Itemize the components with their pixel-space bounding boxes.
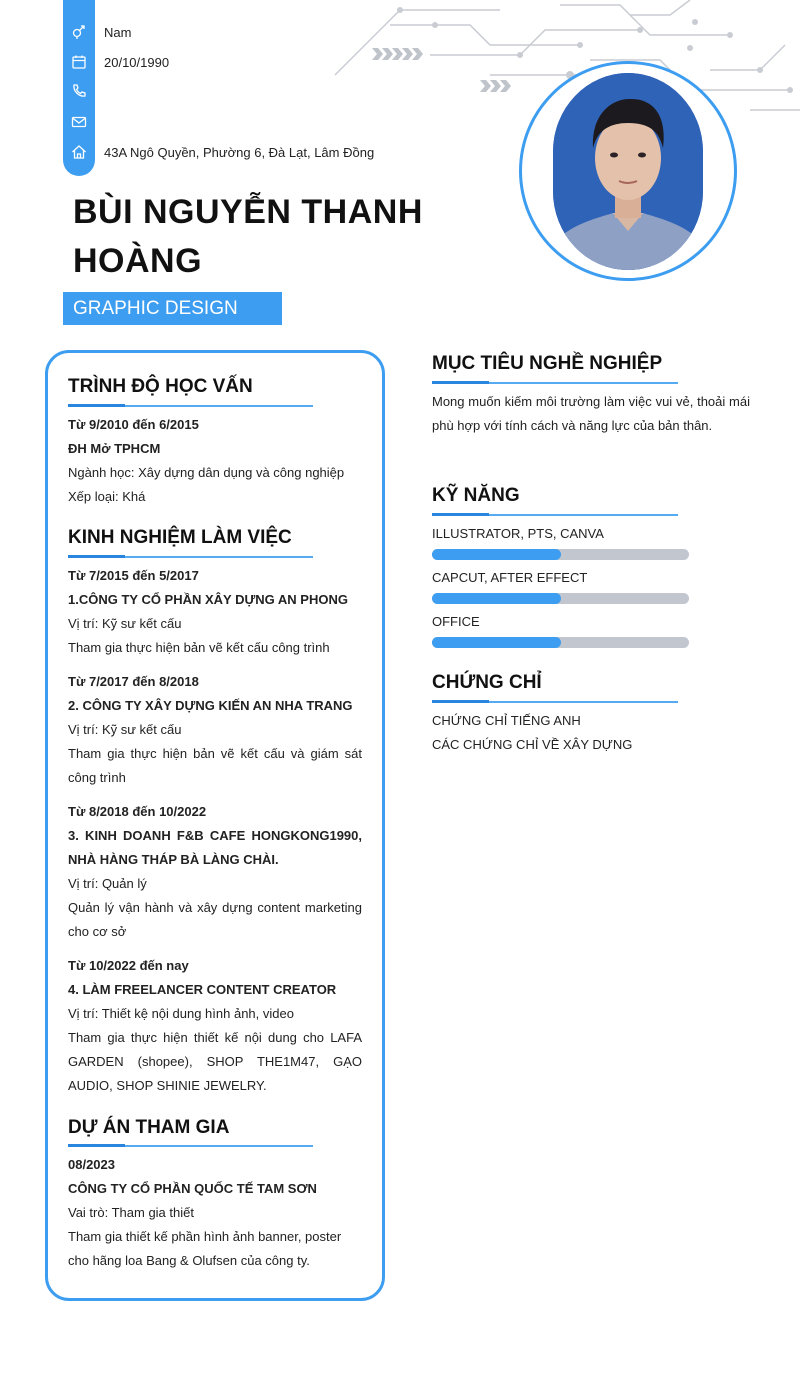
experience-1-period: Từ 7/2015 đến 5/2017 (68, 568, 199, 583)
objective-text: Mong muốn kiếm môi trường làm việc vui vẻ, thoải mái phù hợp với tính cách và năng lực của bản thân. (432, 394, 750, 433)
objective-underline (432, 382, 678, 384)
birthday-text: 20/10/1990 (104, 55, 170, 70)
experience-2-position: Vị trí: Kỹ sư kết cấu (68, 722, 182, 737)
project-company: CÔNG TY CỔ PHẦN QUỐC TẾ TAM SƠN (68, 1181, 317, 1196)
home-icon (71, 144, 87, 160)
experience-2-company: 2. CÔNG TY XÂY DỰNG KIẾN AN NHA TRANG (68, 698, 353, 713)
phone-icon (71, 83, 87, 99)
education-school: ĐH Mở TPHCM (68, 441, 161, 456)
experience-4-period: Từ 10/2022 đến nay (68, 958, 189, 973)
skill-1-label: ILLUSTRATOR, PTS, CANVA (432, 526, 604, 541)
calendar-icon (71, 54, 87, 70)
skills-title: KỸ NĂNG (432, 485, 520, 506)
skill-1-fill (432, 549, 561, 560)
experience-1-description: Tham gia thực hiện bản vẽ kết cấu công trình (68, 640, 330, 655)
project-role: Vai trò: Tham gia thiết (68, 1205, 194, 1220)
education-title: TRÌNH ĐỘ HỌC VẤN (68, 376, 253, 397)
experience-2-period: Từ 7/2017 đến 8/2018 (68, 674, 199, 689)
skill-1-bar (432, 549, 689, 560)
experience-2-description: Tham gia thực hiện bản vẽ kết cấu và giám sát công trình (68, 746, 362, 785)
education-major: Ngành học: Xây dựng dân dụng và công nghiệp (68, 465, 345, 480)
experience-3-period: Từ 8/2018 đến 10/2022 (68, 804, 207, 819)
skill-2-label: CAPCUT, AFTER EFFECT (432, 570, 588, 585)
projects-title: DỰ ÁN THAM GIA (68, 1117, 230, 1138)
project-description: Tham gia thiết kế phần hình ảnh banner, poster cho hãng loa Bang & Olufsen của công ty. (68, 1229, 342, 1268)
address-text: 43A Ngô Quyền, Phường 6, Đà Lạt, Lâm Đồng (104, 145, 375, 160)
project-period: 08/2023 (68, 1157, 115, 1172)
certificate-1: CHỨNG CHỈ TIẾNG ANH (432, 713, 581, 728)
skills-underline (432, 514, 678, 516)
skill-3-label: OFFICE (432, 614, 480, 629)
experience-3-company: 3. KINH DOANH F&B CAFE HONGKONG1990, NHÀ HÀNG THÁP BÀ LÀNG CHÀI. (68, 828, 362, 867)
experience-underline (68, 556, 313, 558)
experience-3-position: Vị trí: Quản lý (68, 876, 147, 891)
avatar (553, 73, 703, 270)
education-underline (68, 405, 313, 407)
certificate-2: CÁC CHỨNG CHỈ VỀ XÂY DỰNG (432, 737, 633, 752)
experience-3-description: Quản lý vận hành và xây dựng content marketing cho cơ sở (68, 900, 362, 939)
gender-icon (71, 23, 87, 39)
experience-1-company: 1.CÔNG TY CỔ PHẦN XÂY DỰNG AN PHONG (68, 592, 348, 607)
skill-3-bar (432, 637, 689, 648)
projects-underline (68, 1145, 313, 1147)
skill-2-fill (432, 593, 561, 604)
certificates-title: CHỨNG CHỈ (432, 672, 542, 693)
experience-4-company: 4. LÀM FREELANCER CONTENT CREATOR (68, 982, 337, 997)
experience-title: KINH NGHIỆM LÀM VIỆC (68, 527, 292, 548)
skill-3-fill (432, 637, 561, 648)
job-title-banner: GRAPHIC DESIGN (63, 292, 282, 325)
mail-icon (71, 114, 87, 130)
certificates-underline (432, 701, 678, 703)
education-period: Từ 9/2010 đến 6/2015 (68, 417, 199, 432)
experience-4-position: Vị trí: Thiết kệ nội dung hình ảnh, video (68, 1006, 294, 1021)
objective-title: MỤC TIÊU NGHỀ NGHIỆP (432, 353, 663, 374)
skill-2-bar (432, 593, 689, 604)
experience-4-description: Tham gia thực hiện thiết kế nội dung cho LAFA GARDEN (shopee), SHOP THE1M47, GẠO AUDIO, SHOP SHINIE JEWELRY. (68, 1030, 362, 1093)
experience-1-position: Vị trí: Kỹ sư kết cấu (68, 616, 182, 631)
education-grade: Xếp loại: Khá (68, 489, 146, 504)
gender-text: Nam (104, 25, 132, 40)
candidate-name: BÙI NGUYỄN THANH HOÀNG (73, 193, 423, 280)
